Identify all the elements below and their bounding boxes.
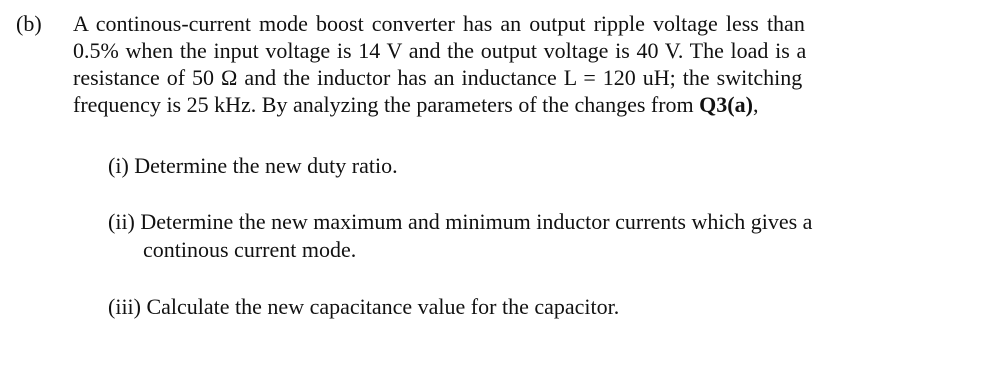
- stem-line-4: [73, 91, 973, 118]
- stem-line-4-end: ,: [752, 92, 759, 117]
- subquestion-ii: (ii) Determine the new maximum and minimum inductor currents which gives a: [108, 209, 813, 234]
- stem-line-4-text: frequency is 25 kHz. By analyzing the parameters of the changes from: [73, 92, 700, 117]
- stem-reference: Q3(a): [699, 92, 753, 117]
- stem-line-3: resistance of 50 Ω and the inductor has an inductance L = 120 uH; the switching: [73, 65, 803, 90]
- stem-line-2: 0.5% when the input voltage is 14 V and the output voltage is 40 V. The load is a: [73, 38, 807, 63]
- subquestion-i: (i) Determine the new duty ratio.: [108, 153, 398, 178]
- subquestion-iii: (iii) Calculate the new capacitance value for the capacitor.: [108, 294, 620, 319]
- subquestion-ii-continuation: continous current mode.: [143, 237, 357, 262]
- question-stem: [73, 10, 973, 118]
- stem-line-1: A continous-current mode boost converter has an output ripple voltage less than: [73, 11, 805, 36]
- question-label: (b): [16, 11, 42, 36]
